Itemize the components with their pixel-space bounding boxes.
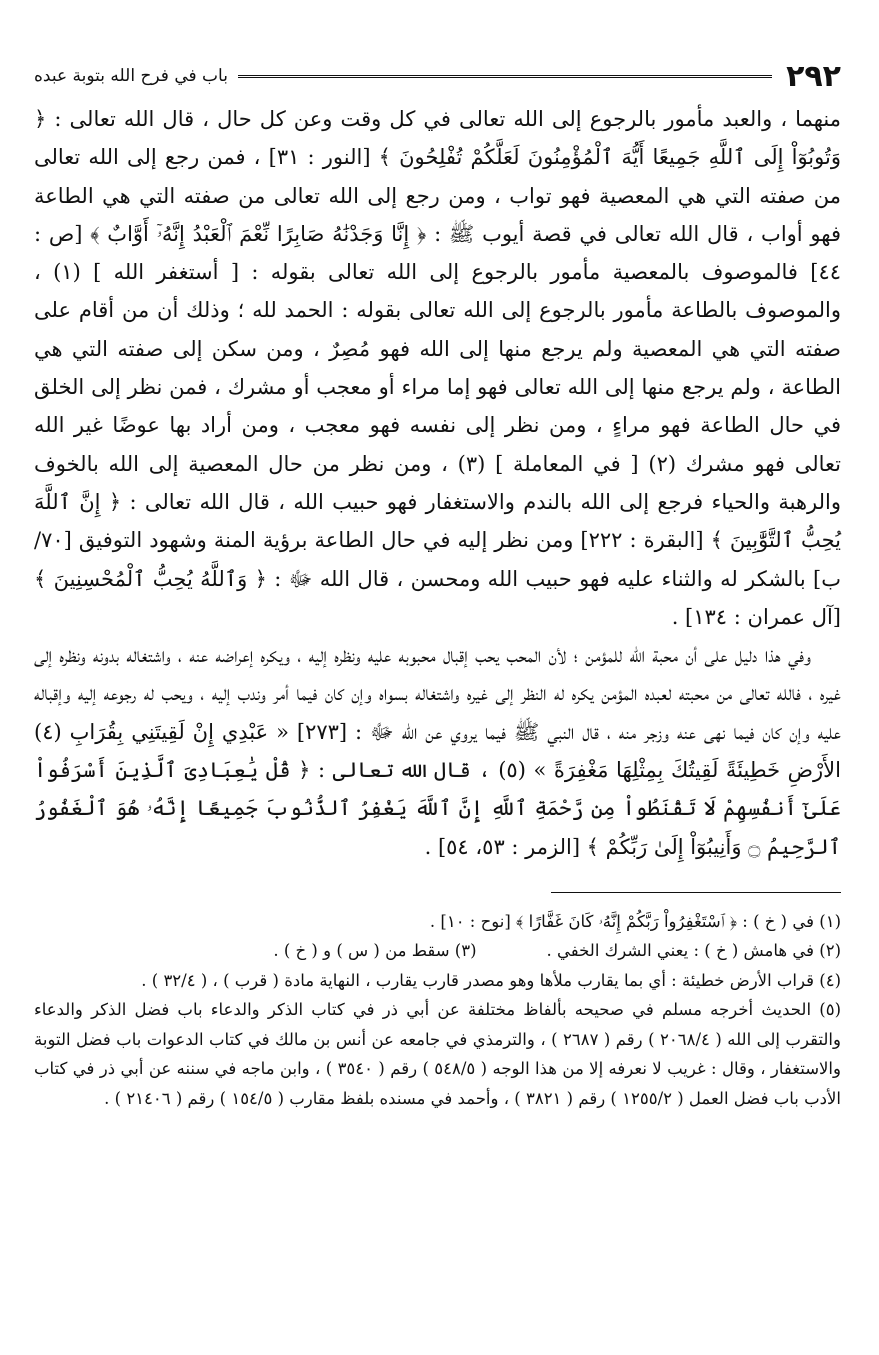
- footnote-3: (٣) سقط من ( س ) و ( خ ) .: [273, 941, 477, 961]
- header-rule: [238, 75, 772, 78]
- page-header: [34, 58, 841, 94]
- footnote-2: (٢) في هامش ( خ ) : يعني الشرك الخفي .: [546, 941, 841, 961]
- footnote-5: (٥) الحديث أخرجه مسلم في صحيحه بألفاظ مختلفة عن أبي ذر في كتاب الذكر والدعاء باب فضل الذكر والدعاء والتقرب إلى الله ( ٢٠٦٨/٤ ) رقم ( ٢٦٨٧ ) ، والترمذي في جامعه عن أنس بن مالك في كتاب الدعوات باب فضل التوبة والاستغفار ، وقال : غريب لا نعرفه إلا من هذا الوجه ( ٥٤٨/٥ ) رقم ( ٣٥٤٠ ) ، وابن ماجه في سننه عن أبي ذر في كتاب الأدب باب فضل العمل ( ١٢٥٥/٢ ) رقم ( ٣٨٢١ ) ، وأحمد في مسنده بلفظ مقارب ( ١٥٤/٥ ) رقم ( ٢١٤٠٦ ) .: [34, 1000, 841, 1108]
- footnotes: [34, 907, 841, 1114]
- running-title: باب في فرح الله بتوبة عبده: [34, 66, 228, 86]
- footnote-row-2-3: [34, 936, 841, 966]
- paragraph-2: وفي هذا دليل على أن محبة الله للمؤمن ؛ لأن المحب يحب إقبال محبوبه عليه ونظره إليه ، ويكره إعراضه عنه ، واشتغاله بدونه ونظره إلى غيره ، فالله تعالى من محبته لعبده المؤمن يكره له النظر إلى غيره واشتغاله بسواه وإن كان فيما أمر وندب إليه ، ويحب له رجوعه إليه وإقباله عليه وإن كان فيما نهى عنه وزجر منه ، قال النبي ﷺ فيما يروي عن الله ﷻ : [٢٧٣] « عَبْدِي إِنْ لَقِيتَنِي بِقُرَابِ (٤) الأَرْضِ خَطِيئَةً لَقِيتُكَ بِمِثْلِهَا مَغْفِرَةً » (٥) ، قال الله تعالى : ﴿ قُلْ يَٰعِبَادِىَ ٱلَّذِينَ أَسْرَفُواْ عَلَىٰٓ أَنفُسِهِمْ لَا تَقْنَطُواْ مِن رَّحْمَةِ ٱللَّهِ إِنَّ ٱللَّهَ يَغْفِرُ ٱلذُّنُوبَ جَمِيعًا إِنَّهُۥ هُوَ ٱلْغَفُورُ ٱلرَّحِيمُ ۝ وَأَنِيبُوٓاْ إِلَىٰ رَبِّكُمْ ﴾ [الزمر : ٥٣، ٥٤] .: [34, 643, 841, 859]
- page-number: ٢٩٢: [786, 58, 841, 94]
- footnote-separator: [551, 892, 841, 893]
- paragraph-1: منهما ، والعبد مأمور بالرجوع إلى الله تعالى في كل وقت وعن كل حال ، قال الله تعالى : ﴿ وَتُوبُوٓاْ إِلَى ٱللَّهِ جَمِيعًا أَيُّهَ ٱلْمُؤْمِنُونَ لَعَلَّكُمْ تُفْلِحُونَ ﴾ [النور : ٣١] ، فمن رجع إلى الله تعالى من صفته التي هي المعصية فهو تواب ، ومن رجع إلى الله تعالى من صفته التي هي الطاعة فهو أواب ، قال الله تعالى في قصة أيوب ﷺ : ﴿ إِنَّا وَجَدْنَٰهُ صَابِرًا نِّعْمَ ٱلْعَبْدُ إِنَّهُۥٓ أَوَّابٌ ﴾ [ص : ٤٤] فالموصوف بالمعصية مأمور بالرجوع إلى الله تعالى بقوله : [ أستغفر الله ] (١) ، والموصوف بالطاعة مأمور بالرجوع إلى الله تعالى بقوله : الحمد لله ؛ وذلك أن من أقام على صفته التي هي المعصية ولم يرجع منها إلى الله فهو مُصِرٌ ، ومن سكن إلى صفته التي هي الطاعة ، ولم يرجع منها إلى الله تعالى فهو إما مراء أو معجب أو مشرك ، فمن نظر إلى الخلق في حال الطاعة فهو مراءٍ ، ومن نظر إلى نفسه فهو معجب ، ومن أراد بها عوضًا غير الله تعالى فهو مشرك (٢) [ في المعاملة ] (٣) ، ومن نظر من حال المعصية إلى الله بالخوف والرهبة والحياء فرجع إلى الله بالندم والاستغفار فهو حبيب الله ، قال الله تعالى : ﴿ إِنَّ ٱللَّهَ يُحِبُّ ٱلتَّوَّٰبِينَ ﴾ [البقرة : ٢٢٢] ومن نظر إليه في حال الطاعة برؤية المنة وشهود التوفيق [٧٠/ب] بالشكر له والثناء عليه فهو حبيب الله ومحسن ، قال الله ﷻ : ﴿ وَٱللَّهُ يُحِبُّ ٱلْمُحْسِنِينَ ﴾ [آل عمران : ١٣٤] .: [34, 107, 842, 629]
- footnote-1: (١) في ( خ ) : ﴿ ٱسْتَغْفِرُواْ رَبَّكُمْ إِنَّهُۥ كَانَ غَفَّارًا ﴾ [نوح : ١٠] .: [429, 911, 841, 931]
- main-text: [34, 100, 841, 866]
- footnote-4: (٤) قراب الأرض خطيئة : أي بما يقارب ملأها وهو مصدر قارب يقارب ، النهاية مادة ( قرب ) ، ( ٣٢/٤ ) .: [141, 970, 841, 990]
